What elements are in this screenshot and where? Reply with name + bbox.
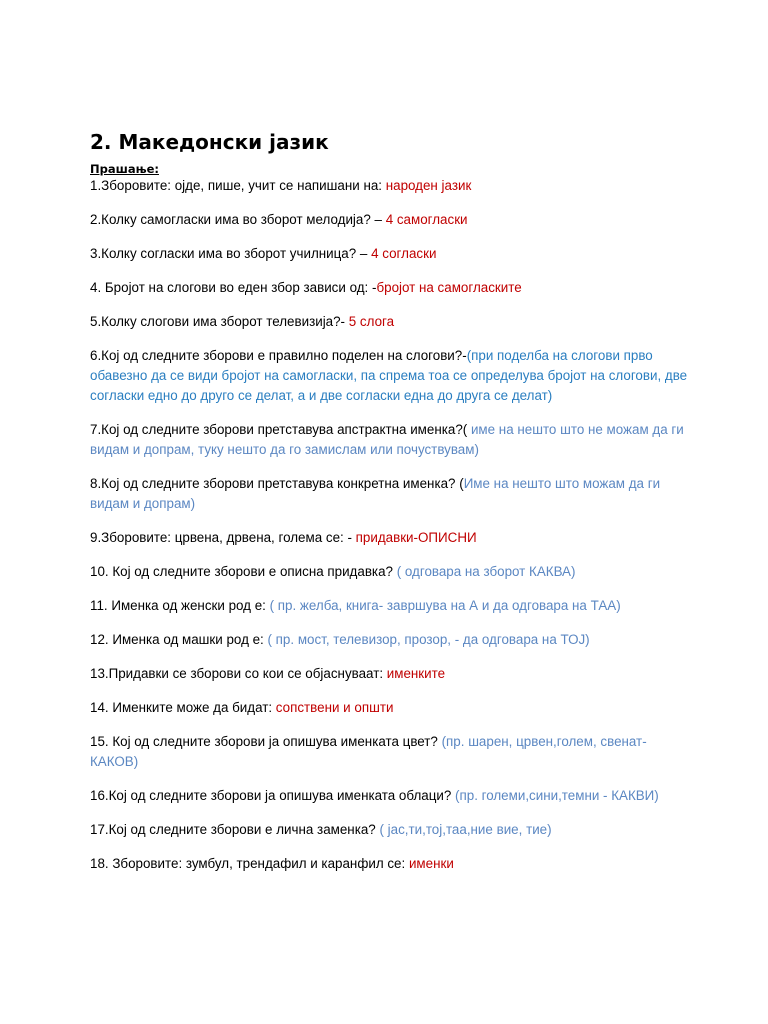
question-text: 1.Зборовите: ојде, пише, учит се напишани на:: [90, 178, 386, 193]
question-6: [90, 346, 690, 406]
answer-text: име на нешто што не можам да ги видам и допрам, туку нешто да го замислам или почуствувам): [90, 422, 684, 457]
answer-text: 4 согласки: [371, 246, 437, 261]
answer-text: Име на нешто што можам да ги видам и допрам): [90, 476, 661, 511]
question-10: [90, 562, 690, 582]
question-text: 13.Придавки се зборови со кои се објаснуваат:: [90, 666, 387, 681]
answer-text: 4 самогласки: [385, 212, 468, 227]
answer-text: ( јас,ти,тој,таа,ние вие, тие): [379, 822, 552, 837]
answer-text: (пр. големи,сини,темни - КАКВИ): [455, 788, 659, 803]
question-7: [90, 420, 690, 460]
question-15: [90, 732, 690, 772]
question-text: 11. Именка од женски род е:: [90, 598, 270, 613]
question-5: [90, 312, 690, 332]
answer-text: (при поделба на слогови прво обавезно да се види бројот на самогласки, па спрема тоа се определува бројот на слогови, две согласки едно до друго се делат, а и две согласки една до друга се делат): [90, 348, 688, 403]
document-page: [90, 128, 690, 874]
question-text: 12. Именка од машки род е:: [90, 632, 268, 647]
answer-text: ( одговара на зборот КАКВА): [396, 564, 576, 579]
question-11: [90, 596, 690, 616]
question-text: 14. Именките може да бидат:: [90, 700, 276, 715]
question-9: [90, 528, 690, 548]
question-text: 7.Кој од следните зборови претставува апстрактна именка?(: [90, 422, 471, 437]
question-16: [90, 786, 690, 806]
question-text: 5.Колку слогови има зборот телевизија?-: [90, 314, 349, 329]
answer-text: ( пр. мост, телевизор, прозор, - да одговара на ТОЈ): [267, 632, 590, 647]
answer-text: (пр. шарен, црвен,голем, свенат-КАКОВ): [90, 734, 647, 769]
question-3: [90, 244, 690, 264]
answer-text: бројот на самогласките: [376, 280, 522, 295]
question-text: 6.Кој од следните зборови е правилно поделен на слогови?-: [90, 348, 467, 363]
question-14: [90, 698, 690, 718]
answer-text: именките: [386, 666, 446, 681]
question-text: 4. Бројот на слогови во еден збор зависи од: -: [90, 280, 377, 295]
answer-text: сопствени и општи: [275, 700, 394, 715]
question-text: 8.Кој од следните зборови претставува конкретна именка? (: [90, 476, 464, 491]
answer-text: придавки-ОПИСНИ: [355, 530, 477, 545]
question-text: 9.Зборовите: црвена, дрвена, голема се: -: [90, 530, 356, 545]
question-text: 2.Колку самогласки има во зборот мелодија? –: [90, 212, 386, 227]
question-text: 16.Кој од следните зборови ја опишува именката облаци?: [90, 788, 456, 803]
question-17: [90, 820, 690, 840]
question-text: 3.Колку согласки има во зборот училница? –: [90, 246, 372, 261]
answer-text: ( пр. желба, книга- завршува на А и да одговара на ТАА): [269, 598, 621, 613]
question-12: [90, 630, 690, 650]
answer-text: именки: [408, 856, 454, 871]
question-8: [90, 474, 690, 514]
question-2: [90, 210, 690, 230]
answer-text: 5 слога: [348, 314, 395, 329]
question-4: [90, 278, 690, 298]
question-18: [90, 854, 690, 874]
question-text: 17.Кој од следните зборови е лична заменка?: [90, 822, 380, 837]
page-title: 2. Македонски јазик: [90, 130, 329, 154]
section-subtitle: Прашање:: [90, 162, 159, 176]
question-text: 10. Кој од следните зборови е описна придавка?: [90, 564, 397, 579]
question-text: 18. Зборовите: зумбул, трендафил и каранфил се:: [90, 856, 409, 871]
question-13: [90, 664, 690, 684]
answer-text: народен јазик: [385, 178, 472, 193]
question-1: [90, 176, 690, 196]
question-text: 15. Кој од следните зборови ја опишува именката цвет?: [90, 734, 442, 749]
